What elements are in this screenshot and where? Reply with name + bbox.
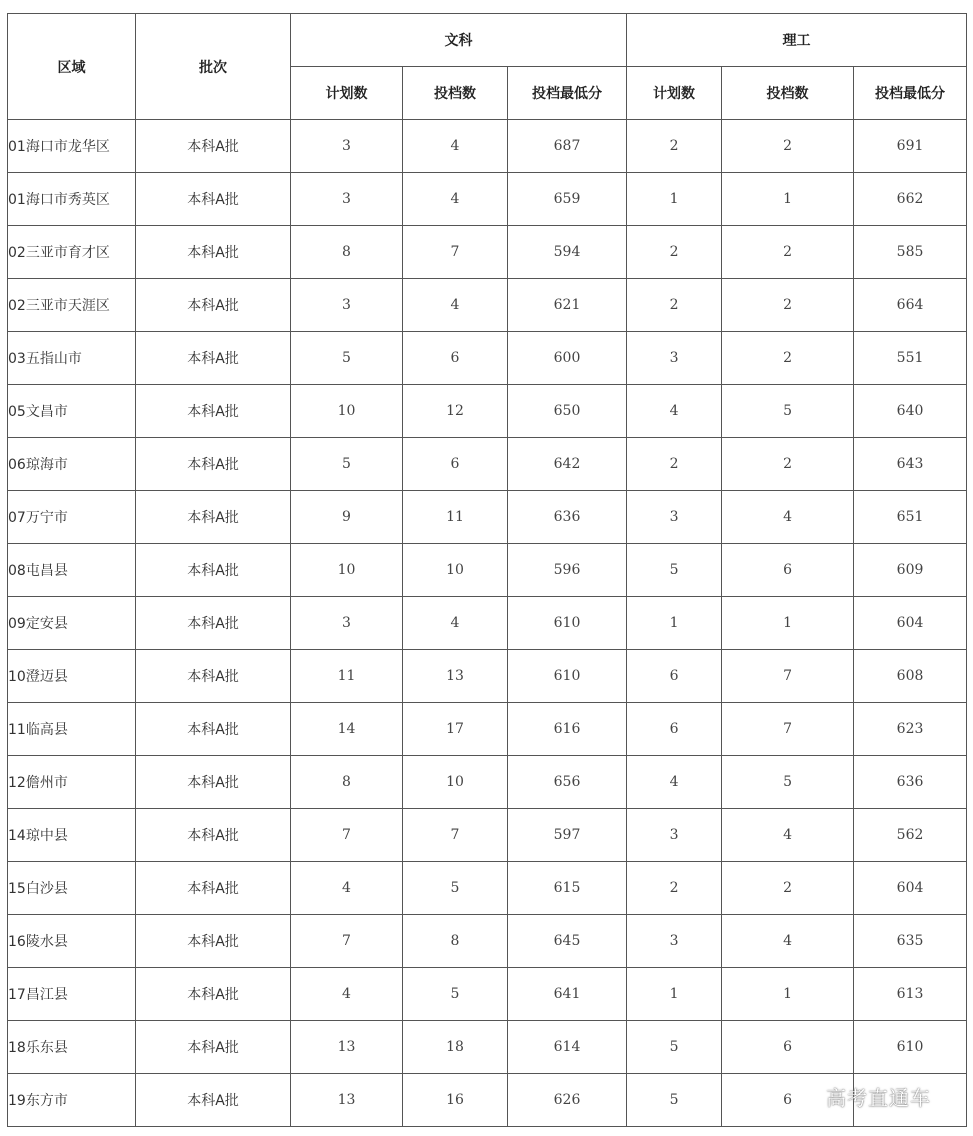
science-min-score-cell: 643 (854, 438, 967, 491)
header-science-min-score: 投档最低分 (854, 67, 967, 120)
science-plan-cell: 2 (627, 226, 722, 279)
table-row (8, 968, 967, 1021)
table-row (8, 809, 967, 862)
batch-cell: 本科A批 (136, 226, 291, 279)
science-min-score-cell: 608 (854, 650, 967, 703)
science-admitted-cell: 1 (722, 597, 854, 650)
region-cell: 18乐东县 (8, 1021, 136, 1074)
region-cell: 07万宁市 (8, 491, 136, 544)
region-cell: 02三亚市天涯区 (8, 279, 136, 332)
arts-admitted-cell: 12 (403, 385, 508, 438)
science-min-score-cell: 691 (854, 120, 967, 173)
table-row (8, 1074, 967, 1127)
science-plan-cell: 1 (627, 597, 722, 650)
arts-plan-cell: 7 (291, 915, 403, 968)
arts-min-score-cell: 597 (508, 809, 627, 862)
science-admitted-cell: 2 (722, 332, 854, 385)
table-row (8, 597, 967, 650)
arts-plan-cell: 13 (291, 1074, 403, 1127)
arts-admitted-cell: 13 (403, 650, 508, 703)
science-plan-cell: 6 (627, 650, 722, 703)
table-row (8, 650, 967, 703)
arts-plan-cell: 8 (291, 226, 403, 279)
table-row (8, 544, 967, 597)
arts-plan-cell: 8 (291, 756, 403, 809)
table-row (8, 279, 967, 332)
table-row (8, 1021, 967, 1074)
science-admitted-cell: 2 (722, 279, 854, 332)
arts-admitted-cell: 6 (403, 438, 508, 491)
region-cell: 02三亚市育才区 (8, 226, 136, 279)
science-admitted-cell: 4 (722, 915, 854, 968)
science-admitted-cell: 6 (722, 544, 854, 597)
region-cell: 09定安县 (8, 597, 136, 650)
science-admitted-cell: 2 (722, 120, 854, 173)
header-row-1 (8, 14, 967, 67)
arts-admitted-cell: 7 (403, 809, 508, 862)
arts-min-score-cell: 659 (508, 173, 627, 226)
batch-cell: 本科A批 (136, 120, 291, 173)
region-cell: 01海口市龙华区 (8, 120, 136, 173)
arts-min-score-cell: 642 (508, 438, 627, 491)
region-cell: 12儋州市 (8, 756, 136, 809)
science-min-score-cell: 613 (854, 968, 967, 1021)
batch-cell: 本科A批 (136, 809, 291, 862)
science-plan-cell: 4 (627, 385, 722, 438)
batch-cell: 本科A批 (136, 1074, 291, 1127)
table-row (8, 385, 967, 438)
science-admitted-cell: 7 (722, 703, 854, 756)
arts-admitted-cell: 6 (403, 332, 508, 385)
arts-admitted-cell: 4 (403, 597, 508, 650)
arts-admitted-cell: 8 (403, 915, 508, 968)
science-min-score-cell: 609 (854, 544, 967, 597)
arts-min-score-cell: 650 (508, 385, 627, 438)
arts-admitted-cell: 4 (403, 279, 508, 332)
arts-admitted-cell: 5 (403, 968, 508, 1021)
arts-min-score-cell: 610 (508, 597, 627, 650)
science-plan-cell: 2 (627, 438, 722, 491)
table-row (8, 915, 967, 968)
arts-plan-cell: 11 (291, 650, 403, 703)
table-row (8, 173, 967, 226)
science-admitted-cell: 6 (722, 1021, 854, 1074)
arts-admitted-cell: 10 (403, 544, 508, 597)
science-plan-cell: 3 (627, 332, 722, 385)
table-row (8, 756, 967, 809)
science-min-score-cell: 664 (854, 279, 967, 332)
region-cell: 01海口市秀英区 (8, 173, 136, 226)
header-science-plan: 计划数 (627, 67, 722, 120)
science-admitted-cell: 5 (722, 385, 854, 438)
arts-admitted-cell: 4 (403, 173, 508, 226)
science-admitted-cell: 6 (722, 1074, 854, 1127)
science-plan-cell: 2 (627, 862, 722, 915)
header-arts: 文科 (291, 14, 627, 67)
arts-min-score-cell: 615 (508, 862, 627, 915)
table-row (8, 120, 967, 173)
arts-plan-cell: 13 (291, 1021, 403, 1074)
region-cell: 17昌江县 (8, 968, 136, 1021)
science-admitted-cell: 5 (722, 756, 854, 809)
arts-min-score-cell: 596 (508, 544, 627, 597)
watermark-text: 高考直通车 (826, 1086, 931, 1110)
science-plan-cell: 3 (627, 491, 722, 544)
table-row (8, 226, 967, 279)
arts-plan-cell: 10 (291, 544, 403, 597)
arts-plan-cell: 7 (291, 809, 403, 862)
science-min-score-cell: 585 (854, 226, 967, 279)
science-min-score-cell: 610 (854, 1021, 967, 1074)
science-plan-cell: 5 (627, 544, 722, 597)
region-cell: 10澄迈县 (8, 650, 136, 703)
arts-min-score-cell: 641 (508, 968, 627, 1021)
table-row (8, 862, 967, 915)
arts-plan-cell: 5 (291, 332, 403, 385)
arts-min-score-cell: 621 (508, 279, 627, 332)
header-science-admitted: 投档数 (722, 67, 854, 120)
arts-min-score-cell: 656 (508, 756, 627, 809)
batch-cell: 本科A批 (136, 756, 291, 809)
arts-plan-cell: 4 (291, 862, 403, 915)
region-cell: 08屯昌县 (8, 544, 136, 597)
science-plan-cell: 3 (627, 915, 722, 968)
header-arts-admitted: 投档数 (403, 67, 508, 120)
science-admitted-cell: 1 (722, 968, 854, 1021)
science-min-score-cell: 662 (854, 173, 967, 226)
batch-cell: 本科A批 (136, 173, 291, 226)
region-cell: 11临高县 (8, 703, 136, 756)
table-row (8, 491, 967, 544)
science-admitted-cell: 4 (722, 491, 854, 544)
region-cell: 15白沙县 (8, 862, 136, 915)
science-admitted-cell: 7 (722, 650, 854, 703)
batch-cell: 本科A批 (136, 385, 291, 438)
header-science: 理工 (627, 14, 967, 67)
arts-admitted-cell: 17 (403, 703, 508, 756)
science-plan-cell: 5 (627, 1074, 722, 1127)
region-cell: 14琼中县 (8, 809, 136, 862)
science-min-score-cell: 636 (854, 756, 967, 809)
batch-cell: 本科A批 (136, 862, 291, 915)
science-min-score-cell: 562 (854, 809, 967, 862)
science-plan-cell: 1 (627, 968, 722, 1021)
arts-admitted-cell: 7 (403, 226, 508, 279)
science-plan-cell: 3 (627, 809, 722, 862)
region-cell: 19东方市 (8, 1074, 136, 1127)
science-admitted-cell: 4 (722, 809, 854, 862)
batch-cell: 本科A批 (136, 279, 291, 332)
science-admitted-cell: 2 (722, 226, 854, 279)
science-min-score-cell: 604 (854, 862, 967, 915)
arts-admitted-cell: 18 (403, 1021, 508, 1074)
batch-cell: 本科A批 (136, 915, 291, 968)
batch-cell: 本科A批 (136, 332, 291, 385)
arts-plan-cell: 3 (291, 279, 403, 332)
science-admitted-cell: 2 (722, 862, 854, 915)
table-row (8, 438, 967, 491)
header-batch: 批次 (136, 14, 291, 120)
arts-plan-cell: 14 (291, 703, 403, 756)
region-cell: 06琼海市 (8, 438, 136, 491)
header-arts-plan: 计划数 (291, 67, 403, 120)
batch-cell: 本科A批 (136, 703, 291, 756)
region-cell: 05文昌市 (8, 385, 136, 438)
arts-admitted-cell: 5 (403, 862, 508, 915)
science-min-score-cell: 551 (854, 332, 967, 385)
arts-plan-cell: 10 (291, 385, 403, 438)
header-arts-min-score: 投档最低分 (508, 67, 627, 120)
table-row (8, 332, 967, 385)
science-admitted-cell: 2 (722, 438, 854, 491)
arts-min-score-cell: 616 (508, 703, 627, 756)
arts-plan-cell: 3 (291, 597, 403, 650)
arts-min-score-cell: 614 (508, 1021, 627, 1074)
science-min-score-cell: 635 (854, 915, 967, 968)
admission-score-table (7, 13, 967, 1127)
science-plan-cell: 2 (627, 120, 722, 173)
science-plan-cell: 6 (627, 703, 722, 756)
batch-cell: 本科A批 (136, 650, 291, 703)
arts-admitted-cell: 10 (403, 756, 508, 809)
arts-min-score-cell: 594 (508, 226, 627, 279)
science-plan-cell: 2 (627, 279, 722, 332)
arts-admitted-cell: 16 (403, 1074, 508, 1127)
header-region: 区域 (8, 14, 136, 120)
arts-min-score-cell: 636 (508, 491, 627, 544)
region-cell: 16陵水县 (8, 915, 136, 968)
arts-min-score-cell: 687 (508, 120, 627, 173)
science-min-score-cell: 623 (854, 703, 967, 756)
science-plan-cell: 4 (627, 756, 722, 809)
arts-min-score-cell: 645 (508, 915, 627, 968)
science-min-score-cell: 640 (854, 385, 967, 438)
arts-plan-cell: 5 (291, 438, 403, 491)
arts-min-score-cell: 626 (508, 1074, 627, 1127)
science-plan-cell: 5 (627, 1021, 722, 1074)
table-body (8, 120, 967, 1127)
arts-min-score-cell: 610 (508, 650, 627, 703)
batch-cell: 本科A批 (136, 491, 291, 544)
batch-cell: 本科A批 (136, 544, 291, 597)
science-min-score-cell: 604 (854, 597, 967, 650)
science-min-score-cell: 651 (854, 491, 967, 544)
arts-plan-cell: 9 (291, 491, 403, 544)
table-row (8, 703, 967, 756)
arts-admitted-cell: 4 (403, 120, 508, 173)
batch-cell: 本科A批 (136, 968, 291, 1021)
science-admitted-cell: 1 (722, 173, 854, 226)
arts-plan-cell: 4 (291, 968, 403, 1021)
batch-cell: 本科A批 (136, 597, 291, 650)
batch-cell: 本科A批 (136, 1021, 291, 1074)
arts-plan-cell: 3 (291, 120, 403, 173)
batch-cell: 本科A批 (136, 438, 291, 491)
region-cell: 03五指山市 (8, 332, 136, 385)
arts-plan-cell: 3 (291, 173, 403, 226)
science-plan-cell: 1 (627, 173, 722, 226)
arts-min-score-cell: 600 (508, 332, 627, 385)
arts-admitted-cell: 11 (403, 491, 508, 544)
